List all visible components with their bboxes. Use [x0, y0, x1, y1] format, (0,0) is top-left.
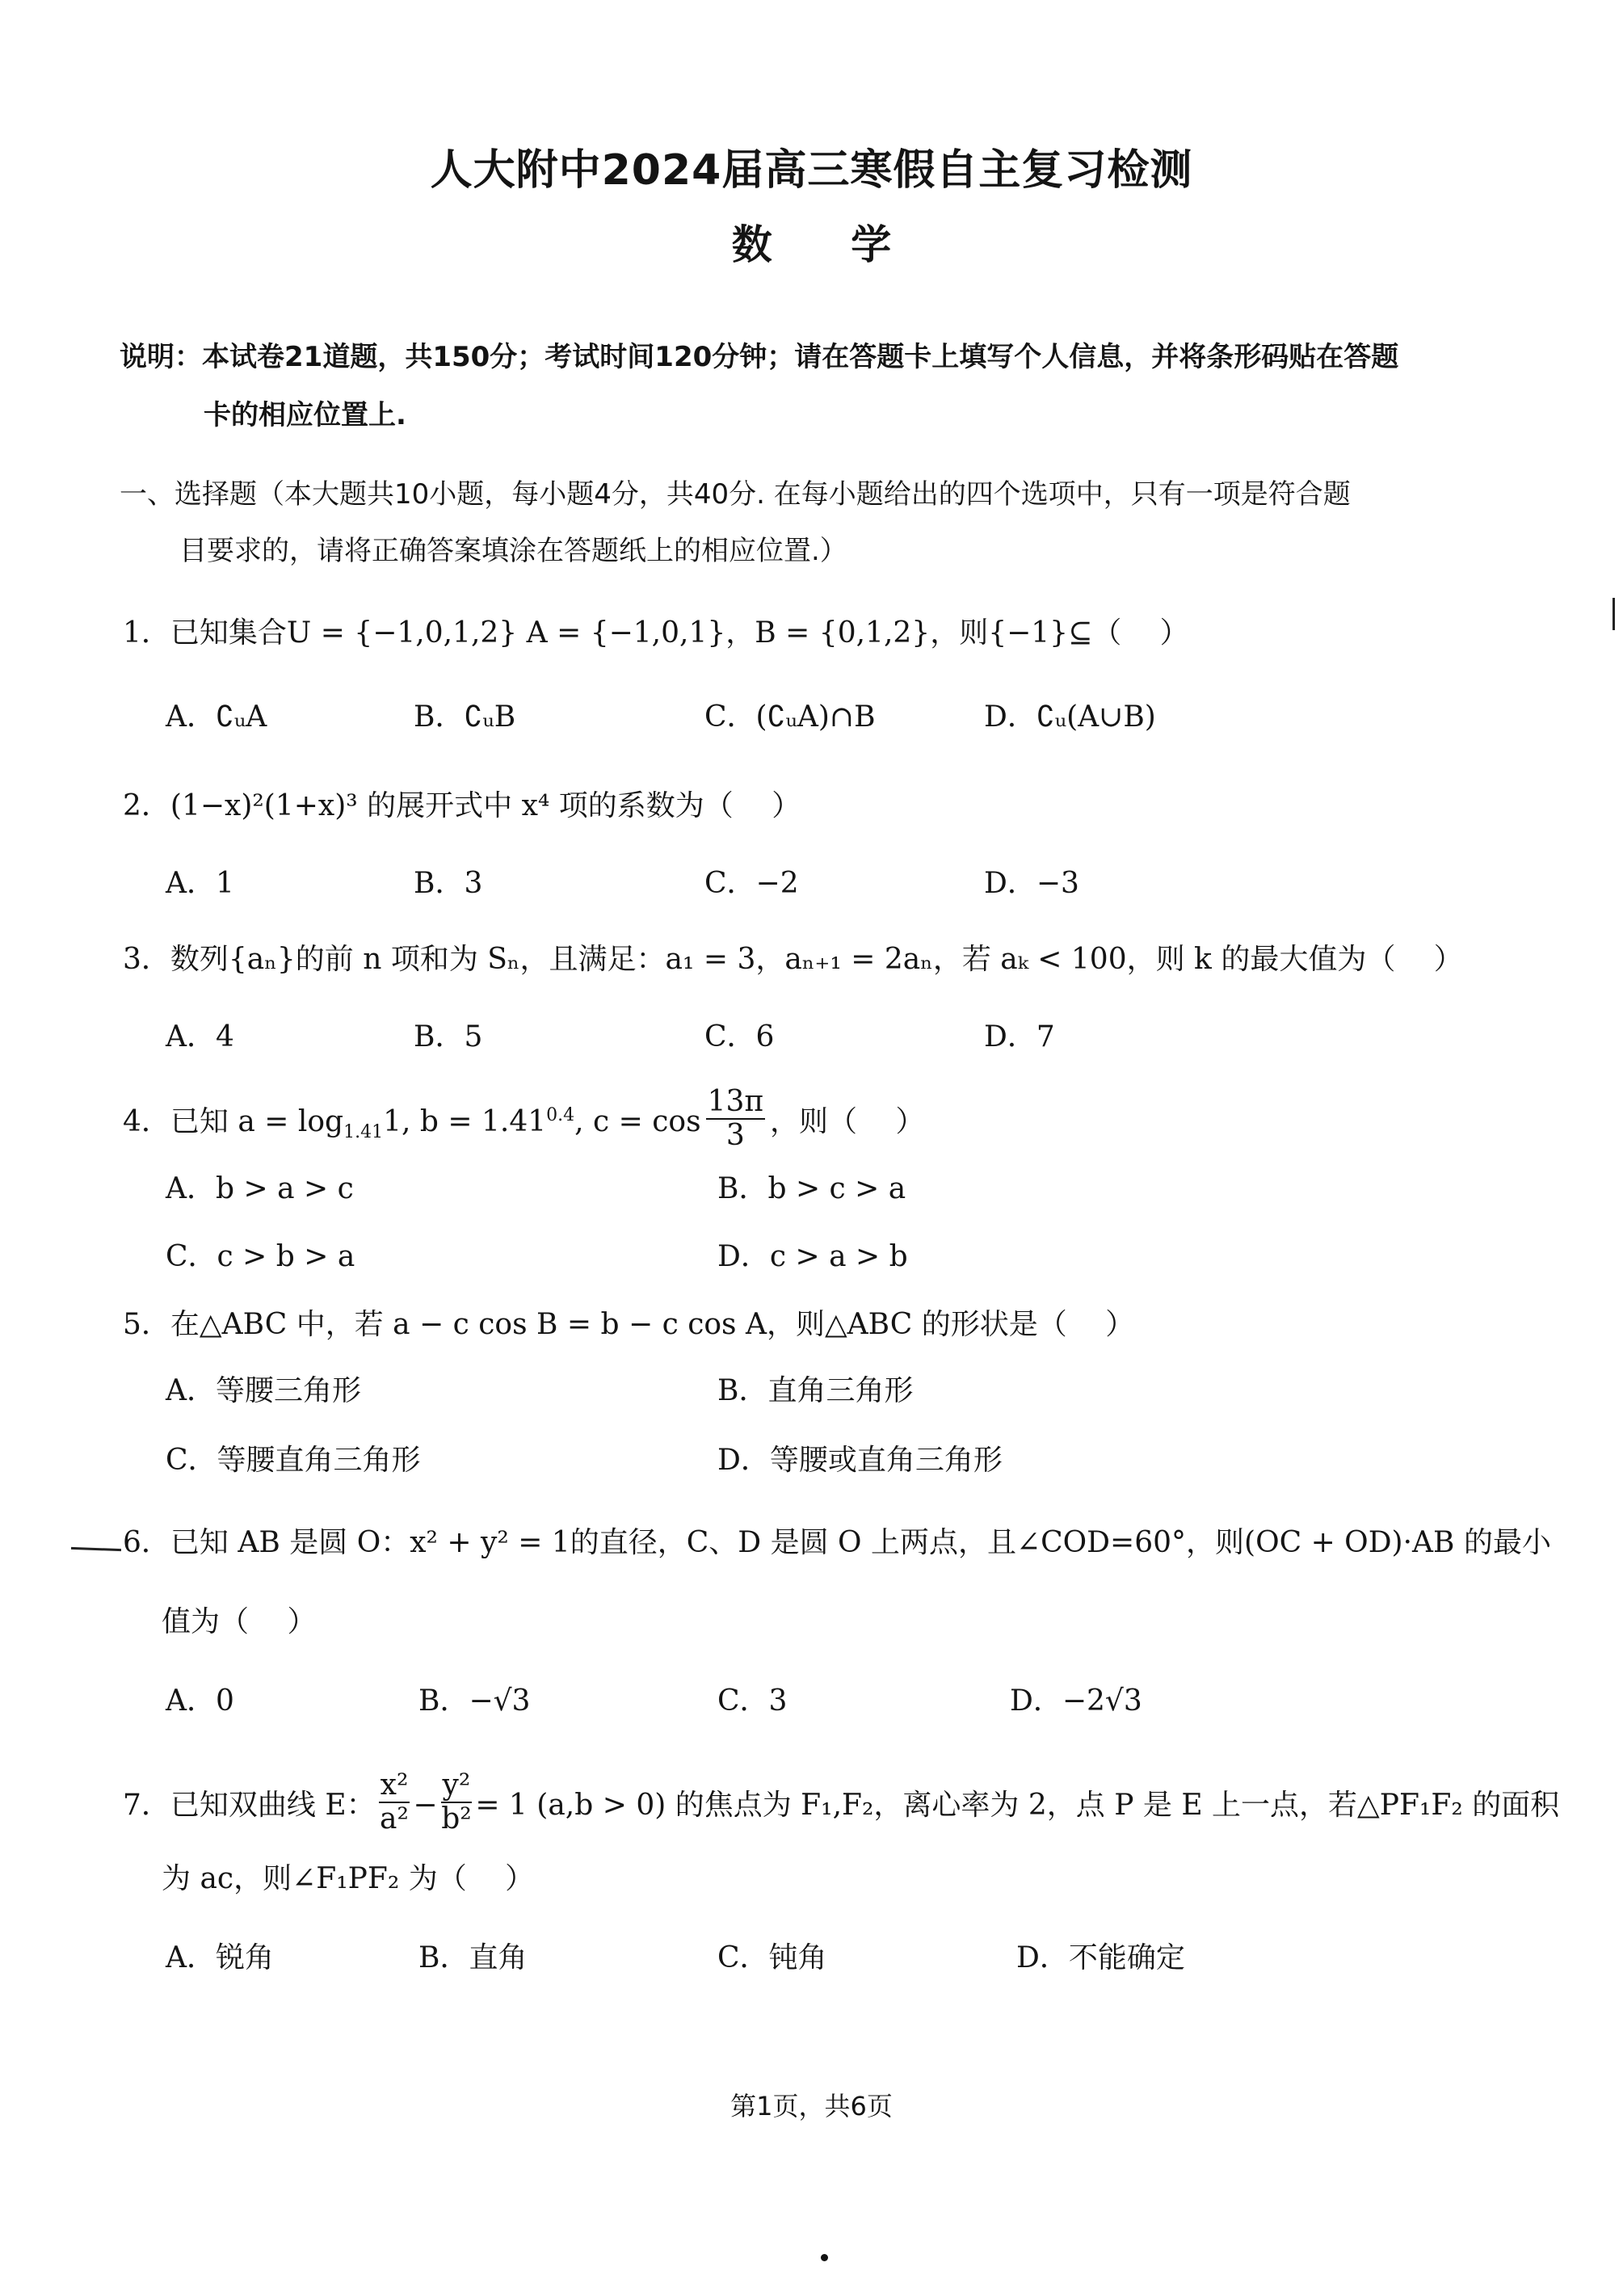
question-4-option-a: A．b > a > c	[166, 1172, 354, 1205]
question-6-option-d: D．−2√3	[1010, 1684, 1142, 1718]
question-4-fraction-numerator: 13π	[707, 1085, 764, 1118]
question-1-option-c: C．(∁ᵤA)∩B	[704, 700, 876, 734]
subject-heading: 数 学	[731, 221, 924, 268]
question-7-fraction-x-denominator: a²	[380, 1802, 409, 1836]
question-7-fraction-y-denominator: b²	[441, 1802, 472, 1836]
question-5-option-c: C．等腰直角三角形	[166, 1444, 421, 1477]
page-number-footer: 第1页，共6页	[730, 2091, 893, 2121]
question-3-option-a: A．4	[166, 1020, 234, 1053]
question-4-stem-b: 1, b = 1.41	[383, 1105, 547, 1138]
question-5-option-a: A．等腰三角形	[166, 1374, 361, 1407]
question-2-option-d: D．−3	[984, 867, 1079, 900]
question-4-stem-c: , c = cos	[574, 1105, 701, 1138]
question-3-option-d: D．7	[984, 1020, 1055, 1053]
question-6-option-c: C．3	[717, 1684, 788, 1718]
question-7-fraction-x	[379, 1769, 410, 1836]
question-7-stem-start: 7．已知双曲线 E：	[123, 1789, 376, 1822]
question-7-minus: −	[413, 1789, 438, 1822]
question-2-option-b: B．3	[414, 867, 483, 900]
question-7-stem	[123, 1768, 1560, 1840]
question-6-option-a: A．0	[166, 1684, 234, 1718]
page-title: 人大附中2024届高三寒假自主复习检测	[430, 146, 1193, 195]
question-2-option-c: C．−2	[704, 867, 799, 900]
question-4-option-c: C．c > b > a	[166, 1240, 355, 1273]
instructions-line-2: 卡的相应位置上.	[204, 399, 406, 431]
question-1-option-b: B．∁ᵤB	[414, 700, 516, 734]
question-4-fraction-denominator: 3	[725, 1119, 745, 1152]
question-1-stem: 1．已知集合U = {−1,0,1,2} A = {−1,0,1}，B = {0,1,2}，则{−1}⊆（ ）	[123, 616, 1189, 650]
question-4-fraction	[706, 1086, 765, 1152]
question-3-stem: 3．数列{aₙ}的前 n 项和为 Sₙ，且满足：a₁ = 3，aₙ₊₁ = 2aₙ，若 aₖ < 100，则 k 的最大值为（ ）	[123, 943, 1463, 976]
scan-edge-mark	[1612, 598, 1615, 630]
question-7-stem-end: = 1 (a,b > 0) 的焦点为 F₁,F₂，离心率为 2，点 P 是 E 上一点，若△PF₁F₂ 的面积	[475, 1789, 1560, 1822]
question-7-fraction-y	[441, 1769, 473, 1836]
question-4-log-base: 1.41	[343, 1122, 384, 1143]
question-7-stem-continued: 为 ac，则∠F₁PF₂ 为（ ）	[162, 1862, 535, 1895]
question-7-fraction-x-numerator: x²	[380, 1768, 409, 1802]
question-7-option-d: D．不能确定	[1016, 1941, 1185, 1974]
question-7-option-b: B．直角	[418, 1941, 528, 1974]
question-7-fraction-y-numerator: y²	[442, 1768, 471, 1802]
question-7-option-a: A．锐角	[166, 1941, 274, 1974]
question-4-option-b: B．b > c > a	[717, 1172, 906, 1205]
scan-dot-mark	[821, 2254, 828, 2261]
question-6-stem-continued: 值为（ ）	[162, 1605, 317, 1638]
section-heading-line-2: 目要求的，请将正确答案填涂在答题纸上的相应位置.）	[179, 535, 847, 567]
question-1-option-a: A．∁ᵤA	[166, 700, 267, 734]
instructions-line-1: 说明：本试卷21道题，共150分；考试时间120分钟；请在答题卡上填写个人信息，并将条形码贴在答题	[120, 341, 1399, 373]
question-6-stem: 6．已知 AB 是圆 O：x² + y² = 1的直径，C、D 是圆 O 上两点，且∠COD=60°，则(OC + OD)·AB 的最小	[123, 1526, 1551, 1559]
question-4-stem-start: 4．已知 a = log	[123, 1105, 344, 1138]
question-5-option-b: B．直角三角形	[717, 1374, 914, 1407]
scan-stroke-mark	[71, 1547, 121, 1551]
question-2-option-a: A．1	[166, 867, 234, 900]
question-5-stem: 5．在△ABC 中，若 a − c cos B = b − c cos A，则△ABC 的形状是（ ）	[123, 1308, 1135, 1341]
question-5-option-d: D．等腰或直角三角形	[717, 1444, 1003, 1477]
question-1-option-d: D．∁ᵤ(A∪B)	[984, 700, 1156, 734]
question-2-stem: 2．(1−x)²(1+x)³ 的展开式中 x⁴ 项的系数为（ ）	[123, 789, 801, 822]
question-4-stem-end: ，则（ ）	[770, 1105, 925, 1138]
section-heading-line-1: 一、选择题（本大题共10小题，每小题4分，共40分. 在每小题给出的四个选项中，只有一项是符合题	[120, 478, 1351, 511]
question-3-option-b: B．5	[414, 1020, 483, 1053]
question-4-exponent: 0.4	[546, 1105, 575, 1125]
question-4-option-d: D．c > a > b	[717, 1240, 908, 1273]
question-4-stem	[123, 1085, 925, 1157]
question-6-option-b: B．−√3	[418, 1684, 531, 1718]
question-7-option-c: C．钝角	[717, 1941, 827, 1974]
question-3-option-c: C．6	[704, 1020, 775, 1053]
